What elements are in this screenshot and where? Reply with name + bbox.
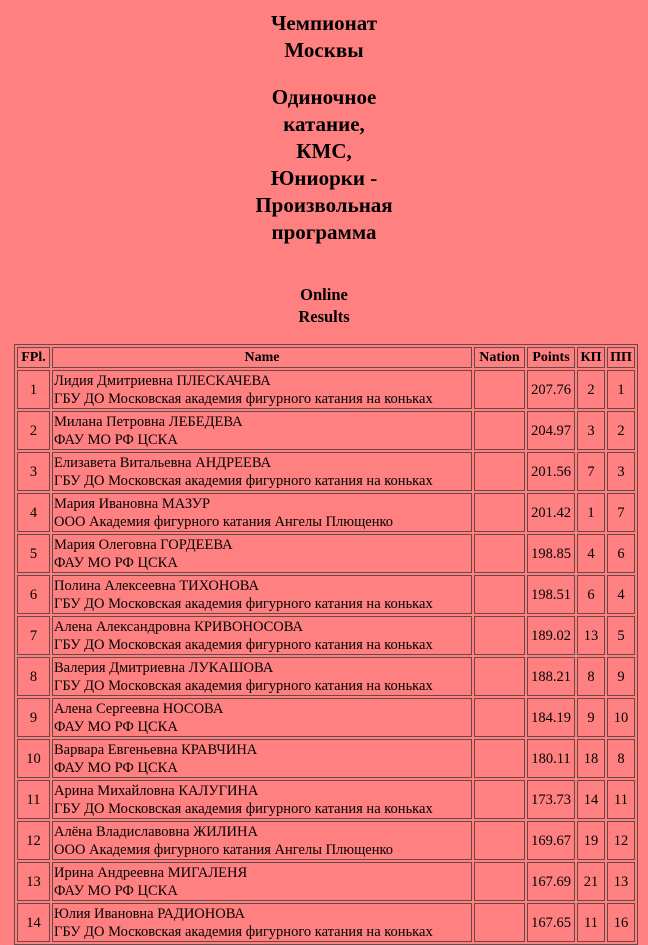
skater-cell (52, 698, 472, 737)
skater-cell (52, 862, 472, 901)
place-cell: 2 (17, 411, 50, 450)
free-skating-place-cell: 9 (607, 657, 635, 696)
short-program-place-cell: 6 (577, 575, 605, 614)
free-skating-place-cell: 5 (607, 616, 635, 655)
category-title-line: Одиночное (271, 85, 377, 109)
place-cell: 12 (17, 821, 50, 860)
free-skating-place-cell: 11 (607, 780, 635, 819)
skater-name: Полина Алексеевна ТИХОНОВА (54, 577, 260, 594)
online-results-heading (0, 284, 648, 328)
short-program-place-cell: 18 (577, 739, 605, 778)
table-row (17, 452, 635, 491)
place-cell: 6 (17, 575, 50, 614)
event-title-line: Чемпионат (270, 11, 378, 35)
skater-club: ГБУ ДО Московская академия фигурного катания на коньках (54, 800, 433, 817)
skater-club: ФАУ МО РФ ЦСКА (54, 431, 178, 448)
place-cell: 11 (17, 780, 50, 819)
free-skating-place-cell: 12 (607, 821, 635, 860)
free-skating-place-cell: 13 (607, 862, 635, 901)
free-skating-place-cell: 1 (607, 370, 635, 409)
table-row (17, 575, 635, 614)
column-header-short-program: КП (577, 347, 605, 368)
column-header-nation: Nation (474, 347, 525, 368)
event-title (0, 10, 648, 64)
skater-cell (52, 411, 472, 450)
table-row (17, 862, 635, 901)
short-program-place-cell: 14 (577, 780, 605, 819)
table-row (17, 780, 635, 819)
short-program-place-cell: 11 (577, 903, 605, 942)
skater-name: Милана Петровна ЛЕБЕДЕВА (54, 413, 243, 430)
table-header-row (17, 347, 635, 368)
table-row (17, 657, 635, 696)
points-cell: 189.02 (527, 616, 575, 655)
points-cell: 207.76 (527, 370, 575, 409)
skater-cell (52, 493, 472, 532)
points-cell: 201.56 (527, 452, 575, 491)
points-cell: 167.69 (527, 862, 575, 901)
nation-cell (474, 452, 525, 491)
table-row (17, 534, 635, 573)
nation-cell (474, 862, 525, 901)
results-body (17, 370, 635, 942)
place-cell: 13 (17, 862, 50, 901)
skater-name: Юлия Ивановна РАДИОНОВА (54, 905, 245, 922)
table-row (17, 616, 635, 655)
nation-cell (474, 411, 525, 450)
table-row (17, 821, 635, 860)
short-program-place-cell: 1 (577, 493, 605, 532)
short-program-place-cell: 19 (577, 821, 605, 860)
category-title-line: Произвольная (255, 193, 393, 217)
skater-cell (52, 821, 472, 860)
skater-club: ФАУ МО РФ ЦСКА (54, 759, 178, 776)
skater-name: Алёна Владиславовна ЖИЛИНА (54, 823, 258, 840)
nation-cell (474, 657, 525, 696)
column-header-free-skating: ПП (607, 347, 635, 368)
category-title-line: катание, (283, 112, 365, 136)
skater-name: Елизавета Витальевна АНДРЕЕВА (54, 454, 272, 471)
event-title-line: Москвы (284, 38, 364, 62)
short-program-place-cell: 9 (577, 698, 605, 737)
category-title-line: программа (271, 220, 377, 244)
short-program-place-cell: 2 (577, 370, 605, 409)
skater-club: ГБУ ДО Московская академия фигурного катания на коньках (54, 923, 433, 940)
free-skating-place-cell: 3 (607, 452, 635, 491)
nation-cell (474, 780, 525, 819)
skater-cell (52, 575, 472, 614)
place-cell: 10 (17, 739, 50, 778)
free-skating-place-cell: 10 (607, 698, 635, 737)
skater-name: Алена Сергеевна НОСОВА (54, 700, 224, 717)
table-row (17, 698, 635, 737)
category-title-line: КМС, (296, 139, 352, 163)
table-row (17, 739, 635, 778)
skater-club: ГБУ ДО Московская академия фигурного катания на коньках (54, 472, 433, 489)
skater-cell (52, 780, 472, 819)
skater-club: ГБУ ДО Московская академия фигурного катания на коньках (54, 390, 433, 407)
free-skating-place-cell: 7 (607, 493, 635, 532)
skater-club: ООО Академия фигурного катания Ангелы Плющенко (54, 841, 394, 858)
place-cell: 9 (17, 698, 50, 737)
nation-cell (474, 821, 525, 860)
table-row (17, 370, 635, 409)
nation-cell (474, 370, 525, 409)
points-cell: 198.51 (527, 575, 575, 614)
skater-name: Алена Александровна КРИВОНОСОВА (54, 618, 303, 635)
skater-cell (52, 903, 472, 942)
nation-cell (474, 903, 525, 942)
nation-cell (474, 616, 525, 655)
free-skating-place-cell: 2 (607, 411, 635, 450)
skater-name: Лидия Дмитриевна ПЛЕСКАЧЕВА (54, 372, 271, 389)
place-cell: 8 (17, 657, 50, 696)
nation-cell (474, 575, 525, 614)
short-program-place-cell: 3 (577, 411, 605, 450)
free-skating-place-cell: 6 (607, 534, 635, 573)
skater-club: ГБУ ДО Московская академия фигурного катания на коньках (54, 677, 433, 694)
points-cell: 188.21 (527, 657, 575, 696)
category-title-line: Юниорки - (270, 166, 378, 190)
place-cell: 14 (17, 903, 50, 942)
nation-cell (474, 739, 525, 778)
skater-club: ГБУ ДО Московская академия фигурного катания на коньках (54, 595, 433, 612)
column-header-points: Points (527, 347, 575, 368)
results-table (14, 344, 638, 945)
category-title (0, 84, 648, 246)
skater-name: Ирина Андреевна МИГАЛЕНЯ (54, 864, 248, 881)
online-heading-line: Results (298, 307, 350, 326)
table-row (17, 903, 635, 942)
skater-cell (52, 657, 472, 696)
skater-club: ФАУ МО РФ ЦСКА (54, 718, 178, 735)
points-cell: 204.97 (527, 411, 575, 450)
points-cell: 184.19 (527, 698, 575, 737)
free-skating-place-cell: 4 (607, 575, 635, 614)
skater-club: ФАУ МО РФ ЦСКА (54, 882, 178, 899)
place-cell: 1 (17, 370, 50, 409)
points-cell: 169.67 (527, 821, 575, 860)
free-skating-place-cell: 8 (607, 739, 635, 778)
place-cell: 7 (17, 616, 50, 655)
skater-club: ФАУ МО РФ ЦСКА (54, 554, 178, 571)
skater-cell (52, 452, 472, 491)
place-cell: 3 (17, 452, 50, 491)
skater-cell (52, 739, 472, 778)
place-cell: 4 (17, 493, 50, 532)
skater-name: Валерия Дмитриевна ЛУКАШОВА (54, 659, 274, 676)
points-cell: 173.73 (527, 780, 575, 819)
table-row (17, 411, 635, 450)
online-heading-line: Online (300, 285, 348, 304)
skater-name: Варвара Евгеньевна КРАВЧИНА (54, 741, 258, 758)
points-cell: 198.85 (527, 534, 575, 573)
skater-cell (52, 616, 472, 655)
table-row (17, 493, 635, 532)
points-cell: 167.65 (527, 903, 575, 942)
nation-cell (474, 698, 525, 737)
skater-cell (52, 534, 472, 573)
column-header-fpl: FPl. (17, 347, 50, 368)
short-program-place-cell: 13 (577, 616, 605, 655)
points-cell: 180.11 (527, 739, 575, 778)
skater-club: ГБУ ДО Московская академия фигурного катания на коньках (54, 636, 433, 653)
column-header-name: Name (52, 347, 472, 368)
short-program-place-cell: 21 (577, 862, 605, 901)
free-skating-place-cell: 16 (607, 903, 635, 942)
points-cell: 201.42 (527, 493, 575, 532)
skater-club: ООО Академия фигурного катания Ангелы Плющенко (54, 513, 394, 530)
skater-name: Мария Ивановна МАЗУР (54, 495, 211, 512)
skater-cell (52, 370, 472, 409)
nation-cell (474, 493, 525, 532)
skater-name: Мария Олеговна ГОРДЕЕВА (54, 536, 233, 553)
skater-name: Арина Михайловна КАЛУГИНА (54, 782, 259, 799)
short-program-place-cell: 8 (577, 657, 605, 696)
nation-cell (474, 534, 525, 573)
short-program-place-cell: 4 (577, 534, 605, 573)
short-program-place-cell: 7 (577, 452, 605, 491)
place-cell: 5 (17, 534, 50, 573)
